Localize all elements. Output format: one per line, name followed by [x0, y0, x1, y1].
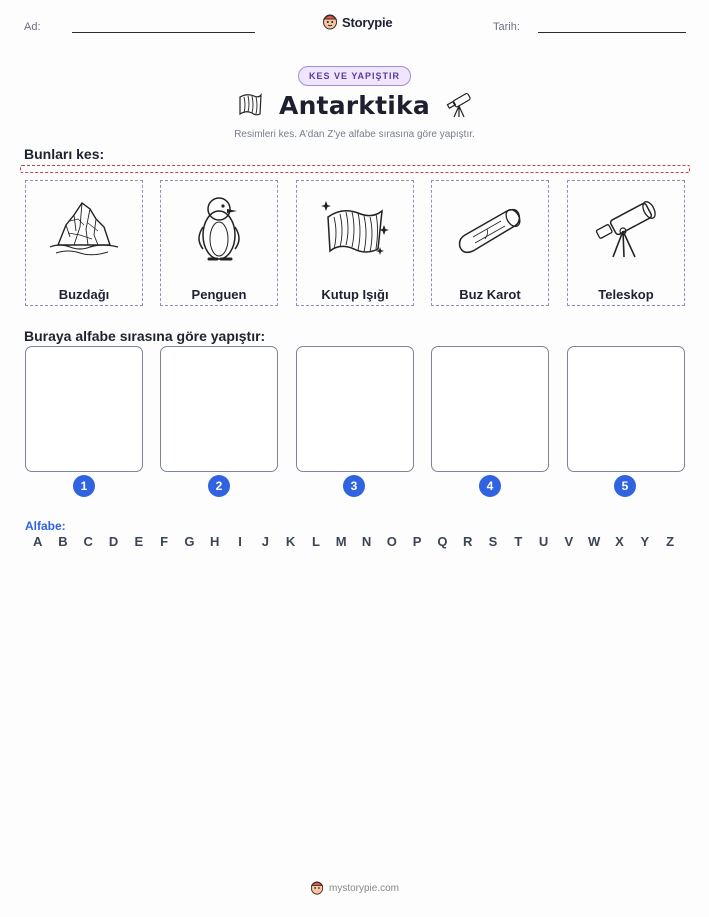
brand-name: Storypie [342, 14, 393, 30]
cut-card-aurora[interactable] [296, 180, 414, 306]
alphabet-letter: S [488, 534, 498, 549]
paste-box-5[interactable] [567, 346, 685, 472]
cut-card-penguin[interactable] [160, 180, 278, 306]
alphabet-letter: L [311, 534, 320, 549]
alphabet-letter: H [210, 534, 220, 549]
alphabet-letter: A [32, 534, 43, 549]
footer [0, 880, 709, 896]
activity-badge: KES VE YAPIŞTIR [298, 66, 411, 86]
name-label: Ad: [24, 21, 41, 33]
cut-section-title: Bunları kes: [24, 146, 105, 162]
alphabet-letter: M [335, 534, 347, 549]
alphabet-letter: E [134, 534, 144, 549]
aurora-icon [235, 90, 265, 120]
position-number: 1 [73, 475, 95, 497]
paste-box-3[interactable] [296, 346, 414, 472]
footer-url[interactable]: mystorypie.com [328, 882, 399, 894]
paste-box-2[interactable] [160, 346, 278, 472]
alphabet-letter: B [58, 534, 68, 549]
card-label: Buzdağı [58, 287, 110, 302]
alphabet-letter: X [615, 534, 624, 549]
telescope-icon [591, 197, 661, 261]
paste-box-4[interactable] [431, 346, 549, 472]
alphabet-letter: O [386, 534, 397, 549]
position-number: 4 [479, 475, 501, 497]
alphabet-letter: R [463, 534, 473, 549]
penguin-icon [191, 193, 247, 265]
date-line[interactable] [538, 32, 686, 33]
alphabet-letter: V [564, 534, 574, 549]
alphabet-letter: N [361, 534, 372, 549]
alphabet-row [25, 534, 683, 549]
alphabet-letter: I [238, 534, 242, 549]
alphabet-letter: F [160, 534, 169, 549]
alphabet-letter: Q [437, 534, 448, 549]
ice-core-icon [455, 199, 525, 259]
alphabet-letter: D [108, 534, 119, 549]
cut-line [20, 165, 690, 173]
storypie-mascot-icon [310, 880, 324, 896]
brand-logo [322, 13, 392, 31]
card-label: Penguen [191, 287, 247, 302]
telescope-icon [444, 90, 474, 120]
aurora-icon [320, 197, 390, 261]
card-label: Teleskop [598, 287, 654, 302]
card-label: Buz Karot [459, 287, 521, 302]
alphabet-letter: T [514, 534, 523, 549]
alphabet-letter: J [261, 534, 269, 549]
position-number: 2 [208, 475, 230, 497]
cut-card-iceberg[interactable] [25, 180, 143, 306]
alphabet-letter: U [538, 534, 549, 549]
card-label: Kutup Işığı [321, 287, 389, 302]
alphabet-letter: P [412, 534, 422, 549]
cut-card-ice-core[interactable] [431, 180, 549, 306]
cut-card-telescope[interactable] [567, 180, 685, 306]
date-label: Tarih: [493, 21, 520, 33]
instructions: Resimleri kes. A'dan Z'ye alfabe sırasına göre yapıştır. [234, 129, 475, 140]
iceberg-icon [48, 197, 120, 261]
position-number: 3 [343, 475, 365, 497]
position-number: 5 [614, 475, 636, 497]
storypie-mascot-icon [322, 13, 338, 31]
alphabet-title: Alfabe: [25, 519, 66, 533]
page-title: Antarktika [279, 90, 430, 120]
alphabet-letter: Y [640, 534, 650, 549]
alphabet-letter: Z [666, 534, 675, 549]
paste-section-title: Buraya alfabe sırasına göre yapıştır: [24, 328, 266, 344]
alphabet-letter: C [83, 534, 93, 549]
alphabet-letter: G [184, 534, 195, 549]
paste-box-1[interactable] [25, 346, 143, 472]
alphabet-letter: K [285, 534, 296, 549]
name-line[interactable] [72, 32, 255, 33]
alphabet-letter: W [588, 534, 601, 549]
